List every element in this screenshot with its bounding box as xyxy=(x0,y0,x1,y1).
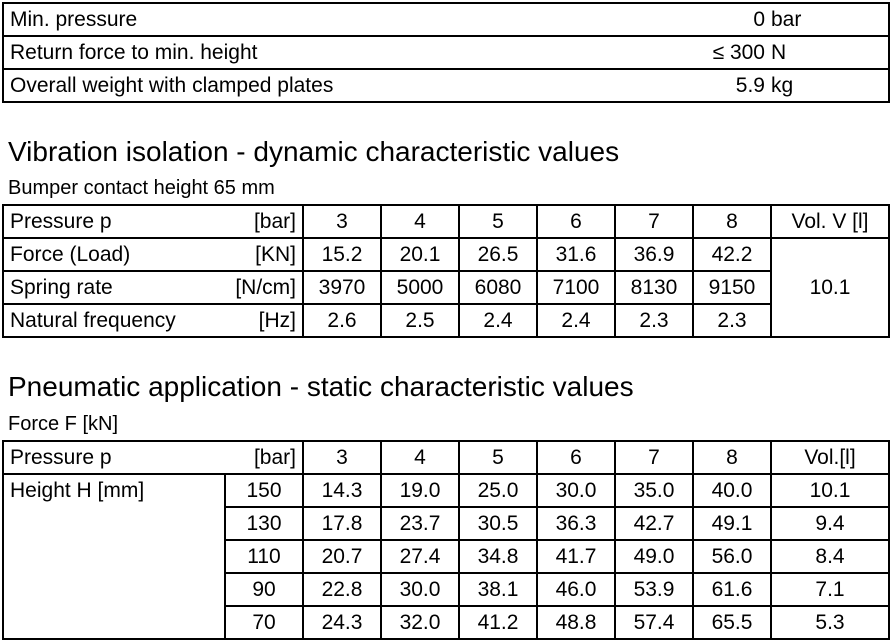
table-row xyxy=(3,238,889,271)
volume-value: 5.3 xyxy=(771,606,889,639)
table-cell: 6080 xyxy=(459,271,537,304)
volume-value: 10.1 xyxy=(771,474,889,507)
table-cell: 56.0 xyxy=(693,540,771,573)
property-label: Return force to min. height xyxy=(3,36,703,69)
table-row xyxy=(3,271,889,304)
pressure-value: 5 xyxy=(459,441,537,474)
pressure-label: Pressure p xyxy=(3,205,225,238)
table-header-row xyxy=(3,205,889,238)
table-cell: 5000 xyxy=(381,271,459,304)
pressure-value: 7 xyxy=(615,205,693,238)
table-cell: 24.3 xyxy=(303,606,381,639)
height-value: 90 xyxy=(225,573,303,606)
row-unit: [N/cm] xyxy=(225,271,303,304)
table-row xyxy=(3,474,889,507)
table-header-row xyxy=(3,441,889,474)
table-cell: 53.9 xyxy=(615,573,693,606)
table-cell: 41.7 xyxy=(537,540,615,573)
table-cell: 48.8 xyxy=(537,606,615,639)
table-cell: 49.1 xyxy=(693,507,771,540)
table-cell: 22.8 xyxy=(303,573,381,606)
table-cell: 2.6 xyxy=(303,304,381,337)
property-value: ≤ 300 xyxy=(703,36,771,69)
table-cell: 26.5 xyxy=(459,238,537,271)
table-row xyxy=(3,3,889,36)
pressure-value: 8 xyxy=(693,205,771,238)
property-label: Overall weight with clamped plates xyxy=(3,69,703,102)
table-cell: 2.4 xyxy=(537,304,615,337)
table-cell: 32.0 xyxy=(381,606,459,639)
table-cell: 17.8 xyxy=(303,507,381,540)
volume-value: 7.1 xyxy=(771,573,889,606)
height-value: 70 xyxy=(225,606,303,639)
table-cell: 41.2 xyxy=(459,606,537,639)
table-row xyxy=(3,69,889,102)
property-value: 5.9 xyxy=(703,69,771,102)
row-label: Spring rate xyxy=(3,271,225,304)
pressure-unit: [bar] xyxy=(225,205,303,238)
table-cell: 35.0 xyxy=(615,474,693,507)
table-cell: 2.3 xyxy=(693,304,771,337)
pressure-value: 6 xyxy=(537,441,615,474)
volume-header: Vol.[l] xyxy=(771,441,889,474)
height-value: 150 xyxy=(225,474,303,507)
table-cell: 27.4 xyxy=(381,540,459,573)
table-cell: 61.6 xyxy=(693,573,771,606)
static-values-table xyxy=(2,440,890,640)
table-cell: 34.8 xyxy=(459,540,537,573)
table-cell: 42.2 xyxy=(693,238,771,271)
table-cell: 15.2 xyxy=(303,238,381,271)
table-cell: 57.4 xyxy=(615,606,693,639)
volume-header: Vol. V [l] xyxy=(771,205,889,238)
table-cell: 49.0 xyxy=(615,540,693,573)
static-section-title: Pneumatic application - static characteristic values xyxy=(8,371,634,402)
table-cell: 30.5 xyxy=(459,507,537,540)
table-cell: 9150 xyxy=(693,271,771,304)
height-value: 130 xyxy=(225,507,303,540)
property-label: Min. pressure xyxy=(3,3,703,36)
table-cell: 40.0 xyxy=(693,474,771,507)
row-unit: [KN] xyxy=(225,238,303,271)
property-unit: N xyxy=(771,36,889,69)
dynamic-values-table xyxy=(2,204,890,338)
pressure-label: Pressure p xyxy=(3,441,225,474)
property-value: 0 xyxy=(703,3,771,36)
pressure-value: 8 xyxy=(693,441,771,474)
dynamic-section-subtitle: Bumper contact height 65 mm xyxy=(8,177,275,199)
table-cell: 25.0 xyxy=(459,474,537,507)
pressure-value: 6 xyxy=(537,205,615,238)
property-unit: kg xyxy=(771,69,889,102)
table-cell: 23.7 xyxy=(381,507,459,540)
table-cell: 31.6 xyxy=(537,238,615,271)
dynamic-section-title: Vibration isolation - dynamic characteristic values xyxy=(8,136,620,167)
volume-value: 8.4 xyxy=(771,540,889,573)
height-value: 110 xyxy=(225,540,303,573)
pressure-unit: [bar] xyxy=(225,441,303,474)
pressure-value: 3 xyxy=(303,441,381,474)
table-cell: 36.9 xyxy=(615,238,693,271)
table-row xyxy=(3,36,889,69)
table-cell: 2.3 xyxy=(615,304,693,337)
volume-value: 9.4 xyxy=(771,507,889,540)
table-cell: 20.1 xyxy=(381,238,459,271)
table-cell: 46.0 xyxy=(537,573,615,606)
table-cell: 42.7 xyxy=(615,507,693,540)
property-unit: bar xyxy=(771,3,889,36)
static-section-subtitle: Force F [kN] xyxy=(8,413,119,435)
pressure-value: 4 xyxy=(381,205,459,238)
volume-value: 10.1 xyxy=(771,238,889,337)
table-cell: 8130 xyxy=(615,271,693,304)
table-cell: 30.0 xyxy=(381,573,459,606)
table-cell: 2.5 xyxy=(381,304,459,337)
table-cell: 65.5 xyxy=(693,606,771,639)
pressure-value: 7 xyxy=(615,441,693,474)
table-cell: 7100 xyxy=(537,271,615,304)
pressure-value: 5 xyxy=(459,205,537,238)
general-properties-table xyxy=(2,2,890,103)
row-label: Natural frequency xyxy=(3,304,225,337)
table-cell: 2.4 xyxy=(459,304,537,337)
table-cell: 38.1 xyxy=(459,573,537,606)
table-row xyxy=(3,304,889,337)
table-cell: 19.0 xyxy=(381,474,459,507)
table-cell: 30.0 xyxy=(537,474,615,507)
height-label: Height H [mm] xyxy=(3,474,225,639)
table-cell: 20.7 xyxy=(303,540,381,573)
pressure-value: 3 xyxy=(303,205,381,238)
table-cell: 14.3 xyxy=(303,474,381,507)
table-cell: 36.3 xyxy=(537,507,615,540)
row-label: Force (Load) xyxy=(3,238,225,271)
table-cell: 3970 xyxy=(303,271,381,304)
pressure-value: 4 xyxy=(381,441,459,474)
row-unit: [Hz] xyxy=(225,304,303,337)
